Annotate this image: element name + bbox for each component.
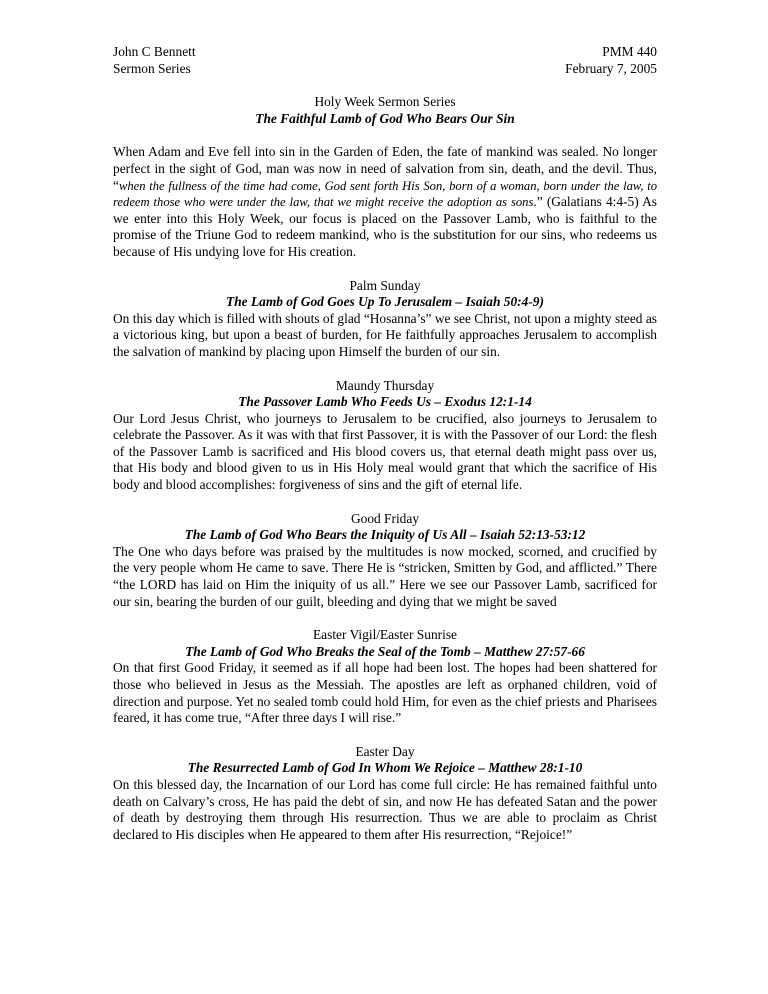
intro-quote: when the fullness of the time had come, God sent forth His Son, born of a woman, born under the law, to redeem those who were under the law, that we might receive the adoption as sons	[113, 178, 657, 210]
document-page	[113, 44, 657, 843]
section-subtitle: The Lamb of God Who Bears the Iniquity of Us All – Isaiah 52:13-53:12	[184, 527, 586, 543]
section-day: Maundy Thursday	[335, 377, 435, 393]
course-code: PMM 440	[602, 44, 657, 59]
section-day: Easter Day	[355, 743, 415, 759]
section-easter-vigil	[113, 627, 657, 727]
intro-tail: .” (Galatians 4:4-5) As we enter into this Holy Week, our focus is placed on the Passover Lamb, who is faithful to the promise of the Triune God to redeem mankind, who is the substitution for our sins, who redeems us because of His undying love for His creation.	[113, 194, 657, 259]
section-day: Palm Sunday	[349, 277, 421, 293]
document-date: February 7, 2005	[565, 60, 657, 76]
series-title: Holy Week Sermon Series	[314, 94, 456, 110]
section-subtitle: The Lamb of God Who Breaks the Seal of the Tomb – Matthew 27:57-66	[185, 643, 585, 659]
intro-paragraph	[113, 144, 657, 260]
series-label: Sermon Series	[113, 60, 191, 76]
main-title: The Faithful Lamb of God Who Bears Our Sin	[255, 110, 515, 126]
section-body: On this day which is filled with shouts of glad “Hosanna’s” we see Christ, not upon a mighty steed as a victorious king, but upon a beast of burden, for He faithfully approaches Jerusalem to accomplish the salvation of mankind by placing upon Himself the burden of our sin.	[113, 310, 657, 359]
document-header	[113, 44, 657, 77]
section-subtitle: The Lamb of God Goes Up To Jerusalem – Isaiah 50:4-9)	[226, 294, 544, 310]
section-body: On this blessed day, the Incarnation of our Lord has come full circle: He has remained faithful unto death on Calvary’s cross, He has paid the debt of sin, and now He has defeated Satan and the power of death by destroying them through His resurrection. Thus we are able to proclaim as Christ declared to His disciples when He appeared to them after His resurrection, “Rejoice!”	[113, 776, 657, 842]
section-day: Good Friday	[350, 510, 420, 526]
section-palm-sunday	[113, 278, 657, 361]
section-easter-day	[113, 744, 657, 844]
section-subtitle: The Passover Lamb Who Feeds Us – Exodus 12:1-14	[238, 394, 532, 410]
section-body: The One who days before was praised by the multitudes is now mocked, scorned, and crucified by the very people whom He came to save. There He is “stricken, Smitten by God, and afflicted.” There “the LORD has laid on Him the iniquity of us all.” Here we see our Passover Lamb, sacrificed for our sin, bearing the burden of our guilt, bleeding and dying that we might be saved	[113, 543, 657, 609]
section-good-friday	[113, 511, 657, 611]
header-right	[565, 44, 657, 77]
section-body: Our Lord Jesus Christ, who journeys to Jerusalem to be crucified, also journeys to Jerusalem to celebrate the Passover. As it was with that first Passover, it is with the Passover of our Lord: the flesh of the Passover Lamb is sacrificed and His blood covers us, that eternal death might pass over us, that His body and blood given to us in His Holy meal would grant that which the sacrifice of His body and blood accomplishes: forgiveness of sins and the gift of eternal life.	[113, 410, 657, 493]
title-block	[113, 94, 657, 127]
section-body: On that first Good Friday, it seemed as if all hope had been lost. The hopes had been shattered for those who believed in Jesus as the Messiah. The apostles are left as orphaned children, void of direction and purpose. Yet no sealed tomb could hold Him, for even as the chief priests and Pharisees feared, it has come true, “After three days I will rise.”	[113, 660, 657, 726]
author-name: John C Bennett	[113, 44, 196, 59]
intro-lead: When Adam and Eve fell into sin in the Garden of Eden, the fate of mankind was sealed. No longer perfect in the sight of God, man was now in need of salvation from sin, death, and the devil. Thus, “	[113, 144, 657, 193]
header-left	[113, 44, 196, 77]
section-maundy-thursday	[113, 378, 657, 494]
section-day: Easter Vigil/Easter Sunrise	[313, 627, 457, 643]
section-subtitle: The Resurrected Lamb of God In Whom We Rejoice – Matthew 28:1-10	[187, 760, 583, 776]
